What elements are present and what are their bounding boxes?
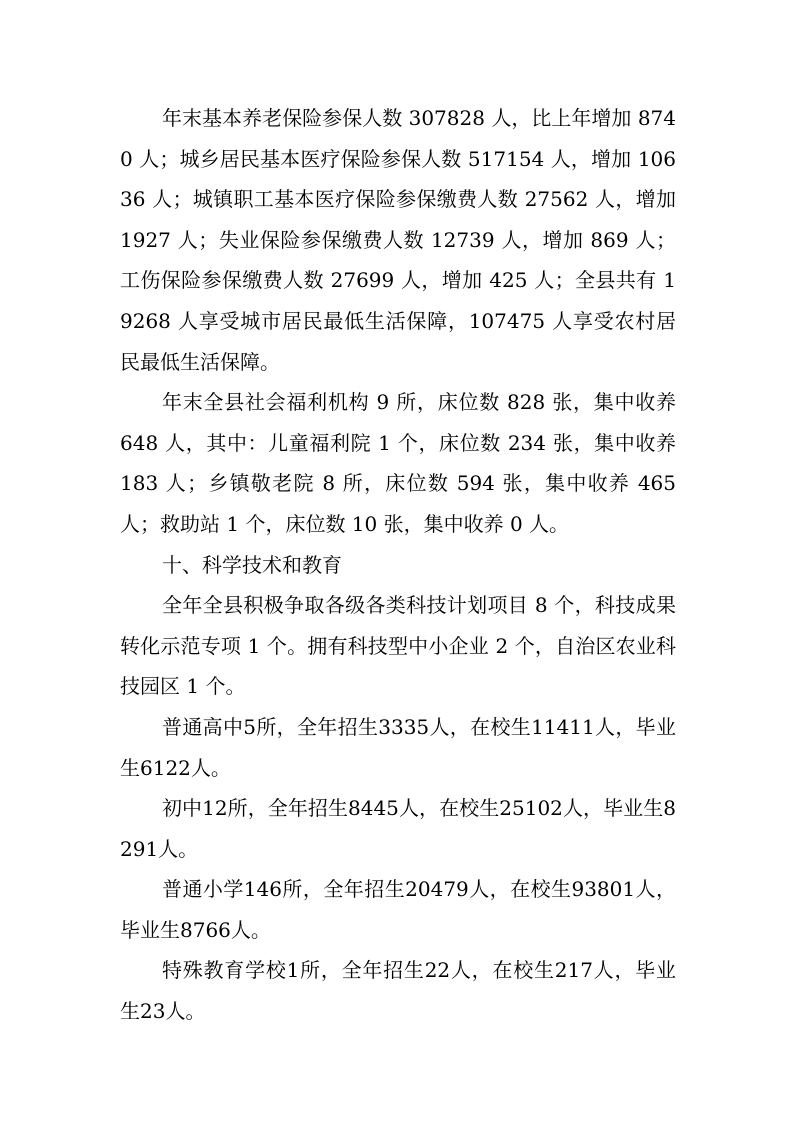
section-heading: 十、科学技术和教育 xyxy=(162,552,342,577)
paragraph-special-education: 特殊教育学校1所，全年招生22人，在校生217人，毕业生23人。 xyxy=(120,958,676,1024)
paragraph-science-tech: 全年全县积极争取各级各类科技计划项目 8 个，科技成果转化示范专项 1 个。拥有科技型中小企业 2 个，自治区农业科技园区 1 个。 xyxy=(120,593,676,699)
paragraph-junior-high: 初中12所，全年招生8445人，在校生25102人，毕业生8291人。 xyxy=(120,796,676,861)
paragraph-primary-school: 普通小学146所，全年招生20479人，在校生93801人，毕业生8766人。 xyxy=(120,877,676,942)
document-page xyxy=(120,98,676,1032)
paragraph-social-insurance: 年末基本养老保险参保人数 307828 人，比上年增加 8740 人；城乡居民基本医疗保险参保人数 517154 人，增加 10636 人；城镇职工基本医疗保险参保缴费人数 27562 人，增加 1927 人；失业保险参保缴费人数 12739 人，增加 869 人；工伤保险参保缴费人数 27699 人，增加 425 人；全县共有 19268 人享受城市居民最低生活保障，107475 人享受农村居民最低生活保障。 xyxy=(120,106,676,374)
paragraph-welfare-institutions: 年末全县社会福利机构 9 所，床位数 828 张，集中收养 648 人，其中：儿童福利院 1 个，床位数 234 张，集中收养 183 人；乡镇敬老院 8 所，床位数 594 张，集中收养 465 人；救助站 1 个，床位数 10 张，集中收养 0 人。 xyxy=(120,390,676,536)
paragraph-high-school: 普通高中5所，全年招生3335人，在校生11411人，毕业生6122人。 xyxy=(120,714,676,780)
